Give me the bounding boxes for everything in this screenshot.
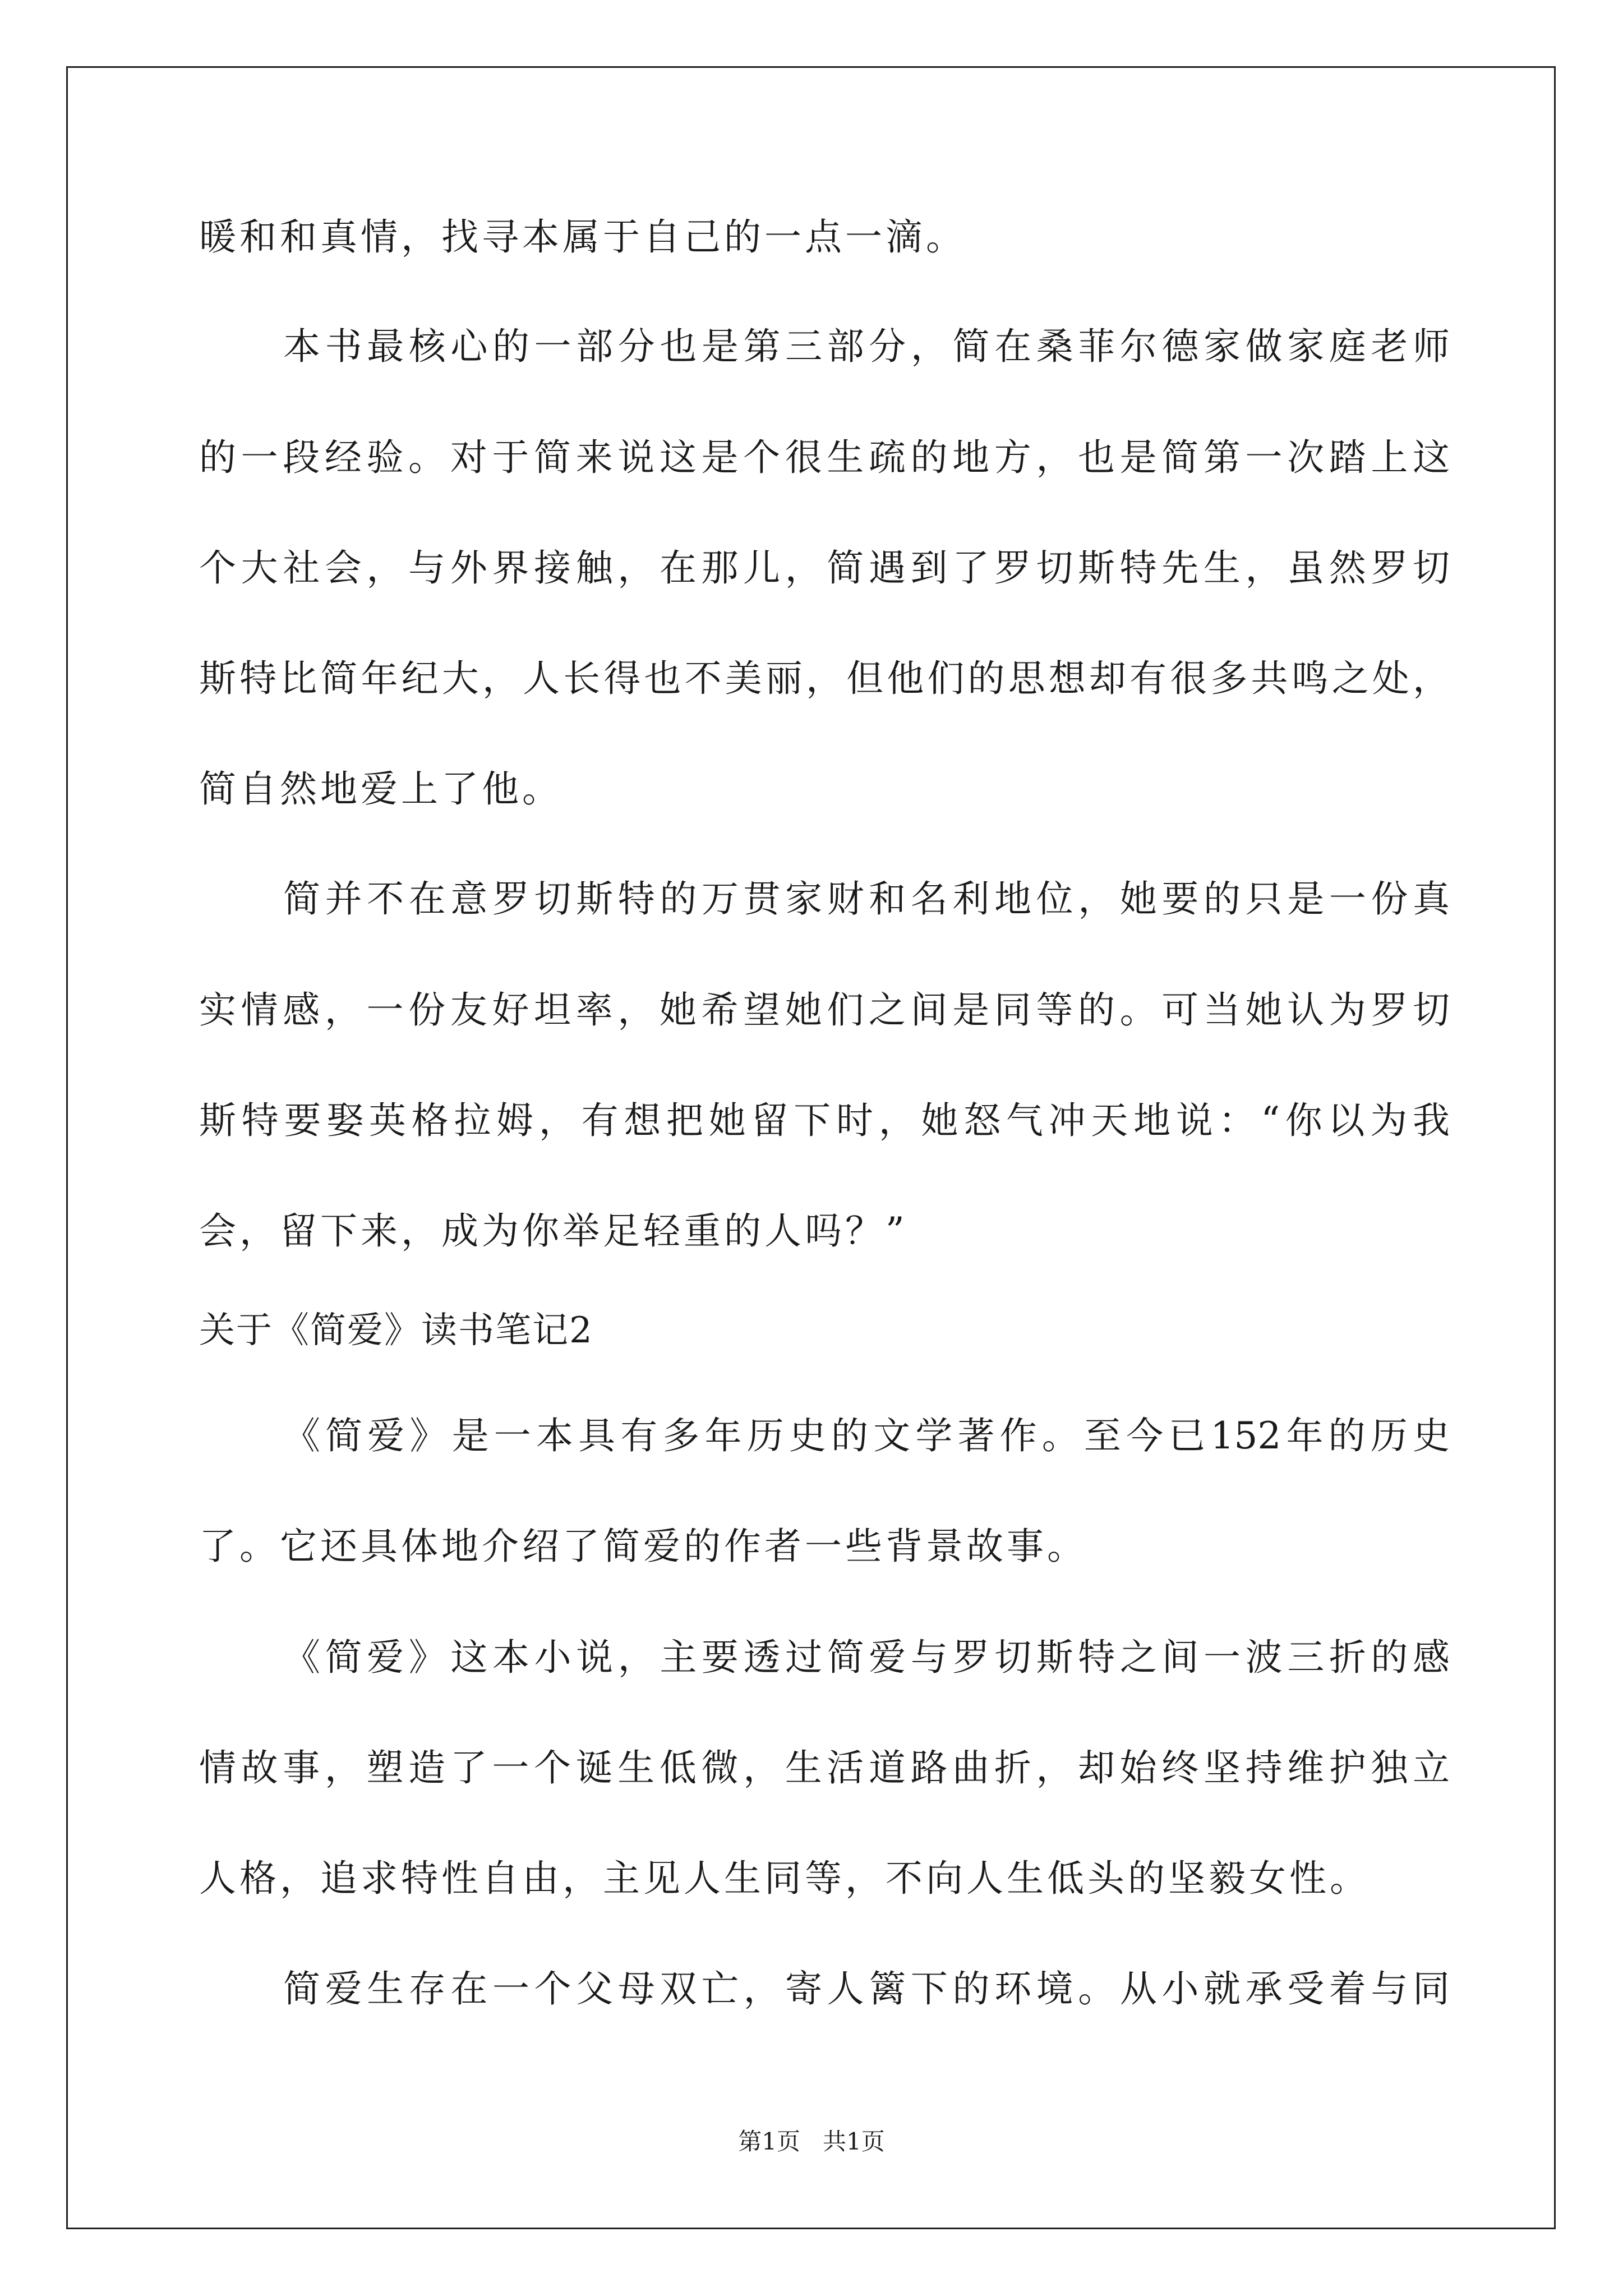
paragraph-line: 情故事，塑造了一个诞生低微，生活道路曲折，却始终坚持维护独立 xyxy=(199,1746,1450,1789)
paragraph-line: 简爱生存在一个父母双亡，寄人篱下的环境。从小就承受着与同 xyxy=(283,1967,1450,2010)
paragraph-line: 斯特要娶英格拉姆，有想把她留下时，她怒气冲天地说：“你以为我 xyxy=(199,1099,1450,1142)
paragraph-line: 个大社会，与外界接触，在那儿，简遇到了罗切斯特先生，虽然罗切 xyxy=(199,546,1450,590)
paragraph-line: 了。它还具体地介绍了简爱的作者一些背景故事。 xyxy=(199,1525,1087,1568)
paragraph-line: 实情感，一份友好坦率，她希望她们之间是同等的。可当她认为罗切 xyxy=(199,988,1450,1032)
paragraph-line: 暖和和真情，找寻本属于自己的一点一滴。 xyxy=(199,215,966,259)
paragraph-line: 的一段经验。对于简来说这是个很生疏的地方，也是简第一次踏上这 xyxy=(199,436,1450,479)
paragraph-line: 人格，追求特性自由，主见人生同等，不向人生低头的坚毅女性。 xyxy=(199,1857,1370,1900)
paragraph-line: 斯特比简年纪大，人长得也不美丽，但他们的思想却有很多共鸣之处， xyxy=(199,657,1450,700)
paragraph-line: 本书最核心的一部分也是第三部分，简在桑菲尔德家做家庭老师 xyxy=(283,325,1450,368)
paragraph-line: 《简爱》是一本具有多年历史的文学著作。至今已152年的历史 xyxy=(283,1414,1450,1457)
paragraph-line: 会，留下来，成为你举足轻重的人吗？” xyxy=(199,1209,908,1253)
page-border xyxy=(66,66,1556,2229)
page-footer: 第1页 共1页 xyxy=(738,2128,885,2155)
paragraph-line: 简并不在意罗切斯特的万贯家财和名利地位，她要的只是一份真 xyxy=(283,877,1450,921)
section-heading: 关于《简爱》读书笔记2 xyxy=(199,1310,593,1351)
paragraph-line: 《简爱》这本小说，主要透过简爱与罗切斯特之间一波三折的感 xyxy=(283,1636,1450,1679)
paragraph-line: 简自然地爱上了他。 xyxy=(199,767,562,811)
